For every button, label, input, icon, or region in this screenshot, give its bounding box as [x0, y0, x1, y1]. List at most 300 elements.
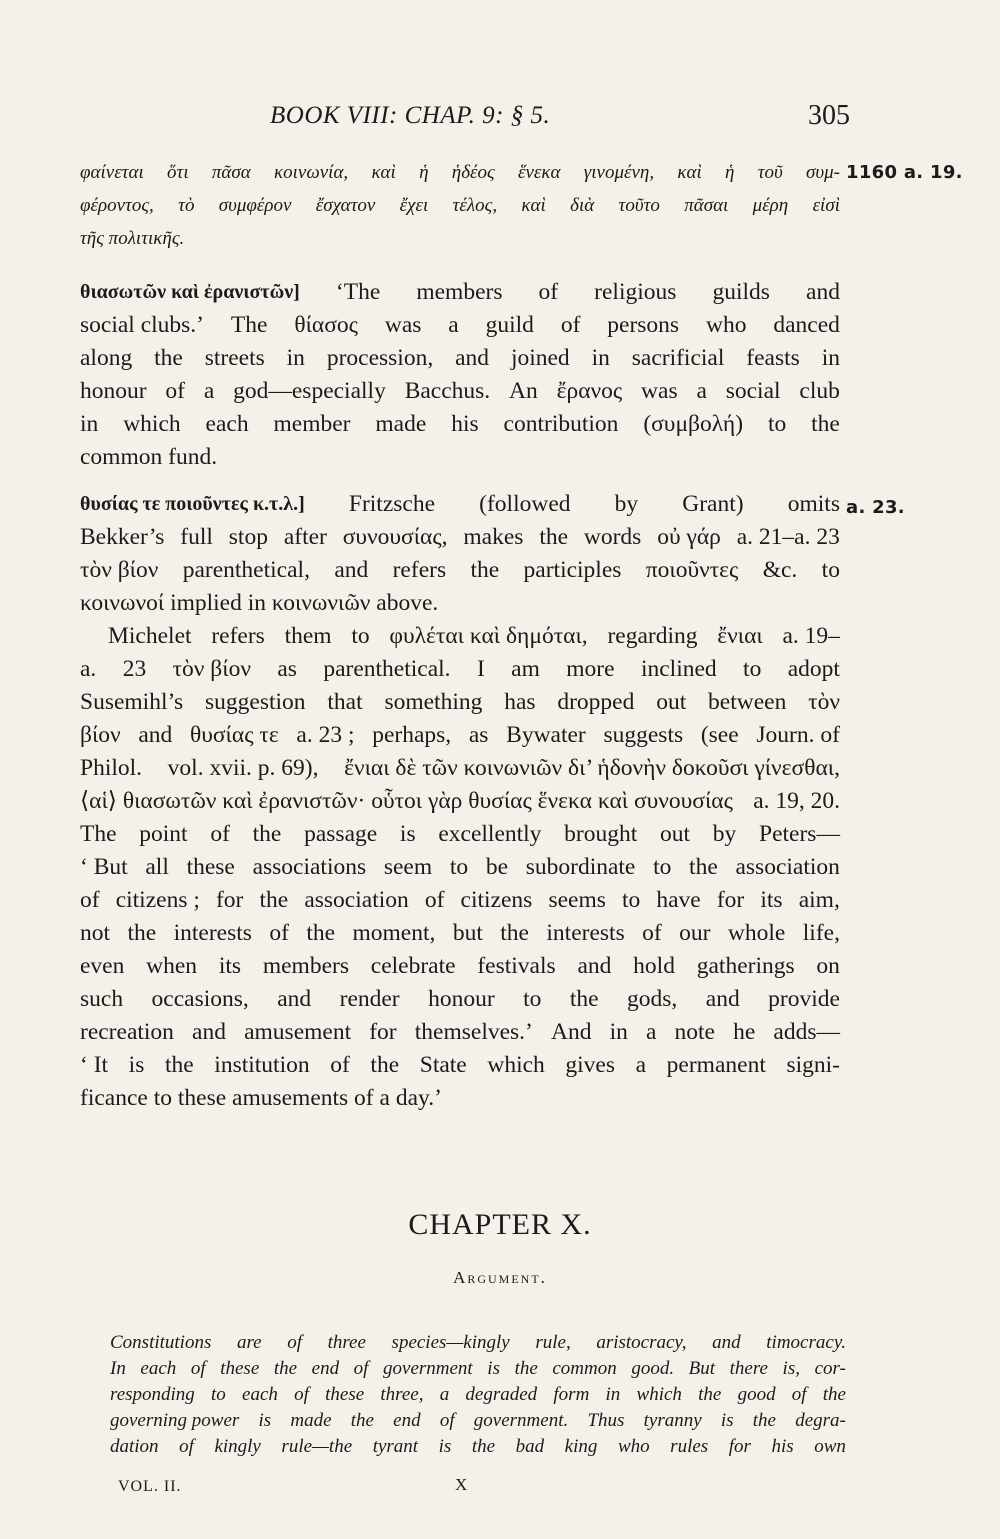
word: god—especially: [233, 378, 386, 404]
word: 23: [122, 656, 147, 682]
argument-line: [110, 1330, 846, 1356]
word: moment,: [352, 920, 436, 946]
word: full: [180, 524, 213, 550]
word: is: [258, 1410, 272, 1431]
word: ἡ: [725, 162, 735, 183]
word: which: [123, 411, 181, 437]
text-line: [80, 375, 840, 408]
word: Bywater: [506, 722, 586, 748]
word: a: [203, 378, 215, 404]
word: of: [287, 1332, 302, 1353]
word: are: [236, 1332, 262, 1353]
word: In: [110, 1358, 126, 1379]
word: seems: [548, 887, 606, 913]
word: member: [273, 411, 351, 437]
signature-mark: X: [455, 1475, 468, 1494]
word: out: [656, 689, 687, 715]
word: stop: [228, 524, 268, 550]
word: to: [821, 557, 840, 583]
word: end: [393, 1410, 421, 1431]
running-header: [270, 100, 850, 140]
word: Fritzsche: [348, 491, 436, 517]
word: guilds: [712, 279, 770, 305]
word: feasts: [746, 345, 800, 371]
word: and: [712, 1332, 741, 1353]
word: τὸν βίον: [80, 557, 159, 583]
lemma: θυσίας τε ποιοῦντες κ.τ.λ.]: [80, 493, 305, 515]
word: danced: [773, 312, 840, 338]
note-paragraph-1: [80, 276, 840, 474]
text-line: [80, 752, 840, 785]
word: signi-: [786, 1052, 840, 1078]
word: persons: [607, 312, 680, 338]
word: Philol.: [80, 755, 143, 781]
word: governing power: [110, 1410, 240, 1431]
word: kingly: [214, 1436, 261, 1457]
word: club: [799, 378, 840, 404]
word: the: [127, 920, 157, 946]
word: all: [145, 854, 169, 880]
lemma: θιασωτῶν καὶ ἐρανιστῶν]: [80, 281, 300, 303]
word: adopt: [787, 656, 840, 682]
word: permanent: [666, 1052, 766, 1078]
word: sacrificial: [631, 345, 725, 371]
word: a.: [80, 656, 97, 682]
word: is: [128, 1052, 145, 1078]
word: gatherings: [696, 953, 795, 979]
word: celebrate: [370, 953, 456, 979]
word: render: [339, 986, 400, 1012]
word: ‘The: [335, 279, 381, 305]
word: The: [230, 312, 268, 338]
word: more: [566, 656, 615, 682]
text-line: [80, 983, 840, 1016]
word: Grant): [682, 491, 744, 517]
word: social: [725, 378, 781, 404]
word: three: [327, 1332, 366, 1353]
text-line: [80, 884, 840, 917]
word: State: [419, 1052, 467, 1078]
margin-reference: 1160 a. 19.: [846, 162, 963, 183]
word: occasions,: [151, 986, 249, 1012]
word: Thus: [587, 1410, 625, 1431]
word: of: [190, 1358, 206, 1379]
word: procession,: [326, 345, 434, 371]
word: Susemihl’s: [80, 689, 184, 715]
word: suggestion: [205, 689, 306, 715]
text-line: [80, 189, 840, 222]
word: in: [591, 345, 610, 371]
word: degra-: [795, 1410, 846, 1431]
text-line: [80, 851, 840, 884]
word: (see: [700, 722, 739, 748]
word: whole: [727, 920, 786, 946]
word: parenthetical.: [323, 656, 451, 682]
word: a: [635, 1052, 647, 1078]
word: ποιοῦντες: [645, 557, 739, 583]
word: διὰ: [570, 195, 595, 216]
word: makes: [463, 524, 524, 550]
word: The: [80, 821, 117, 847]
word: seem: [383, 854, 433, 880]
word: θυσίας τε: [190, 722, 279, 748]
word: for: [215, 887, 244, 913]
word: in: [609, 1019, 628, 1045]
text-line: [80, 818, 840, 851]
word: the: [306, 920, 336, 946]
word: the: [822, 1384, 846, 1405]
word: regarding: [607, 623, 698, 649]
word: the: [752, 1410, 776, 1431]
word: citizens: [460, 887, 533, 913]
word: of: [179, 1436, 194, 1457]
word: and: [277, 986, 312, 1012]
text-line: [80, 156, 840, 189]
word: to: [351, 623, 370, 649]
word: a: [696, 378, 707, 404]
text-line: [80, 950, 840, 983]
word: by: [712, 821, 737, 847]
word: of: [210, 821, 230, 847]
word: τοῦ: [757, 162, 783, 183]
word: is: [487, 1358, 500, 1379]
text-line: [80, 488, 840, 521]
word: φυλέται καὶ δημόται,: [389, 623, 588, 649]
word: honour: [428, 986, 495, 1012]
word: of: [269, 920, 289, 946]
word: ὅτι: [167, 162, 189, 183]
word: government.: [473, 1410, 569, 1431]
word: is: [438, 1436, 452, 1457]
word: made: [290, 1410, 332, 1431]
word: ἔρανος: [556, 378, 623, 404]
word: a. 19, 20.: [753, 788, 840, 814]
text-line: [80, 653, 840, 686]
word: have: [656, 887, 701, 913]
word: a: [448, 312, 459, 338]
word: γινομένη,: [583, 162, 655, 183]
word: the: [500, 920, 529, 946]
note-paragraph-3: [80, 620, 840, 1115]
word: of: [439, 1410, 455, 1431]
word: government: [383, 1358, 473, 1379]
word: between: [708, 689, 787, 715]
text-line: [80, 785, 840, 818]
word: Bekker’s: [80, 524, 165, 550]
word: ἕνεκα: [518, 162, 561, 183]
word: τέλος,: [452, 195, 498, 216]
word: form: [553, 1384, 590, 1405]
text-line: [80, 554, 840, 587]
word: a: [439, 1384, 450, 1405]
word: streets: [204, 345, 265, 371]
word: which: [636, 1384, 682, 1405]
word: for: [369, 1019, 397, 1045]
word: religious: [594, 279, 677, 305]
word: in: [605, 1384, 621, 1405]
word: of: [294, 1384, 309, 1405]
word: gods,: [627, 986, 678, 1012]
word: ἔνιαι δὲ τῶν κοινωνιῶν δι’ ἡδονὴν δοκοῦσι γίνεσθαι,: [344, 755, 840, 781]
word: κοινωνία,: [273, 162, 349, 183]
word: members: [262, 953, 349, 979]
word: in: [821, 345, 840, 371]
word: out: [660, 821, 691, 847]
word: a: [645, 1019, 657, 1045]
word: along: [80, 345, 133, 371]
word: ἔσχατον: [315, 195, 376, 216]
word: end: [311, 1358, 340, 1379]
word: Bacchus.: [404, 378, 491, 404]
word: πᾶσαι: [684, 195, 729, 216]
greek-quotation: [80, 156, 840, 255]
word: that: [327, 689, 363, 715]
word: am: [511, 656, 540, 682]
word: excellently: [438, 821, 542, 847]
page-number: 305: [808, 100, 850, 131]
text-line: [80, 1016, 840, 1049]
text-line: [80, 686, 840, 719]
word: each: [242, 1384, 278, 1405]
word: each: [140, 1358, 177, 1379]
word: our: [679, 920, 711, 946]
word: species—kingly: [391, 1332, 510, 1353]
word: τὸν: [808, 689, 840, 715]
word: the: [273, 1358, 298, 1379]
word: φαίνεται: [80, 162, 144, 183]
word: his: [451, 411, 479, 437]
word: themselves.’: [414, 1019, 533, 1045]
word: καὶ: [371, 162, 396, 183]
word: and: [705, 986, 740, 1012]
note-paragraph-2: [80, 488, 840, 620]
word: is: [720, 1410, 734, 1431]
word: καὶ: [677, 162, 702, 183]
word: interests: [546, 920, 625, 946]
word: ἔνιαι: [717, 623, 763, 649]
volume-footer: VOL. II.: [118, 1478, 182, 1495]
word: the: [154, 345, 183, 371]
word: of: [165, 378, 185, 404]
word: be: [485, 854, 509, 880]
word: tyrant: [372, 1436, 419, 1457]
word: king: [564, 1436, 598, 1457]
word: has: [504, 689, 536, 715]
word: (συμβολή): [643, 411, 744, 437]
word: ‘ It: [80, 1052, 109, 1078]
word: who: [617, 1436, 650, 1457]
word: of: [80, 887, 100, 913]
word: ἡ: [419, 162, 429, 183]
word: these: [186, 854, 235, 880]
word: responding: [110, 1384, 195, 1405]
word: aristocracy,: [596, 1332, 687, 1353]
word: good.: [631, 1358, 675, 1379]
word: φέροντος,: [80, 195, 154, 216]
word: perhaps,: [372, 722, 452, 748]
word: the: [811, 411, 840, 437]
argument-text: [110, 1330, 846, 1460]
word: in: [286, 345, 305, 371]
word: the: [471, 1436, 496, 1457]
argument-line: [110, 1356, 846, 1382]
text-line: [80, 342, 840, 375]
word: I: [476, 656, 485, 682]
word: suggests: [603, 722, 684, 748]
margin-reference: a. 23.: [846, 497, 905, 518]
text-line: [80, 620, 840, 653]
word: was: [641, 378, 678, 404]
word: the: [514, 1358, 538, 1379]
word: tyranny: [643, 1410, 702, 1431]
word: the: [370, 1052, 400, 1078]
word: to: [621, 887, 641, 913]
word: common: [552, 1358, 617, 1379]
word: Journ. of: [756, 722, 840, 748]
word: a. 23 ;: [296, 722, 355, 748]
word: vol. xvii. p. 69),: [167, 755, 319, 781]
word: dation: [110, 1436, 159, 1457]
word: of: [538, 279, 559, 305]
word: citizens ;: [115, 887, 200, 913]
word: omits: [787, 491, 840, 517]
word: such: [80, 986, 124, 1012]
word: each: [205, 411, 249, 437]
word: dropped: [557, 689, 635, 715]
word: the: [164, 1052, 194, 1078]
word: festivals: [477, 953, 556, 979]
word: εἰσὶ: [812, 195, 840, 216]
word: contribution: [503, 411, 619, 437]
word: three,: [380, 1384, 424, 1405]
word: τὸ: [178, 195, 195, 216]
word: not: [80, 920, 111, 946]
text-line: [80, 309, 840, 342]
word: guild: [485, 312, 534, 338]
word: and: [455, 345, 490, 371]
word: the: [470, 557, 500, 583]
word: rule,: [535, 1332, 571, 1353]
word: good: [737, 1384, 776, 1405]
word: he: [733, 1019, 756, 1045]
word: passage: [304, 821, 378, 847]
word: as: [468, 722, 489, 748]
word: them: [284, 623, 332, 649]
word: the: [689, 854, 718, 880]
text-line: [80, 1049, 840, 1082]
word: for: [728, 1436, 751, 1457]
word: of: [560, 312, 581, 338]
word: made: [375, 411, 427, 437]
word: his: [771, 1436, 794, 1457]
word: when: [146, 953, 198, 979]
word: interests: [173, 920, 252, 946]
word: the: [569, 986, 599, 1012]
word: amusement: [244, 1019, 352, 1045]
word: καὶ: [521, 195, 546, 216]
word: to: [449, 854, 469, 880]
word: An: [509, 378, 538, 404]
word: provide: [768, 986, 840, 1012]
word: honour: [80, 378, 147, 404]
word: which: [487, 1052, 545, 1078]
word: association: [304, 887, 409, 913]
word: its: [218, 953, 242, 979]
word: these: [325, 1384, 365, 1405]
word: there: [729, 1358, 768, 1379]
word: subordinate: [525, 854, 636, 880]
word: note: [674, 1019, 715, 1045]
word: in: [80, 411, 99, 437]
text-line: τῆς πολιτικῆς.: [80, 228, 185, 249]
word: τοῦτο: [618, 195, 660, 216]
word: point: [139, 821, 188, 847]
word: gives: [565, 1052, 616, 1078]
word: refers: [392, 557, 447, 583]
word: members: [416, 279, 503, 305]
word: θίασος: [294, 312, 358, 338]
word: ἔχει: [399, 195, 429, 216]
word: as: [277, 656, 297, 682]
word: a. 21–a. 23: [736, 524, 840, 550]
word: συνουσίας,: [342, 524, 448, 550]
word: its: [760, 887, 783, 913]
argument-line: [110, 1434, 846, 1460]
word: brought: [564, 821, 638, 847]
word: words: [583, 524, 642, 550]
text-line: ficance to these amusements of a day.’: [80, 1085, 442, 1111]
argument-label: Argument.: [453, 1268, 547, 1287]
word: Michelet: [108, 623, 192, 649]
word: ⟨αἱ⟩ θιασωτῶν καὶ ἐρανιστῶν· οὗτοι γὰρ θυσίας ἕνεκα καὶ συνουσίας: [80, 788, 733, 814]
word: to: [211, 1384, 226, 1405]
word: of: [791, 1384, 807, 1405]
word: the: [259, 887, 289, 913]
text-line: common fund.: [80, 444, 218, 470]
word: institution: [214, 1052, 310, 1078]
word: inclined: [640, 656, 717, 682]
word: association: [735, 854, 840, 880]
word: συμφέρον: [218, 195, 292, 216]
word: to: [767, 411, 787, 437]
word: of: [330, 1052, 350, 1078]
word: and: [577, 953, 612, 979]
word: timocracy.: [766, 1332, 846, 1353]
word: the: [698, 1384, 722, 1405]
word: who: [705, 312, 747, 338]
word: the: [350, 1410, 374, 1431]
word: ἡδέος: [451, 162, 495, 183]
word: these: [220, 1358, 260, 1379]
word: something: [384, 689, 483, 715]
word: by: [614, 491, 639, 517]
word: after: [283, 524, 327, 550]
word: and: [192, 1019, 226, 1045]
word: rule—the: [281, 1436, 353, 1457]
word: aim,: [798, 887, 840, 913]
word: μέρη: [752, 195, 789, 216]
word: degraded: [465, 1384, 538, 1405]
text-line: [80, 719, 840, 752]
word: And: [550, 1019, 592, 1045]
word: rules: [670, 1436, 709, 1457]
text-line: [80, 521, 840, 554]
word: participles: [523, 557, 622, 583]
word: joined: [510, 345, 570, 371]
word: (followed: [479, 491, 571, 517]
word: is: [399, 821, 416, 847]
text-line: [80, 917, 840, 950]
